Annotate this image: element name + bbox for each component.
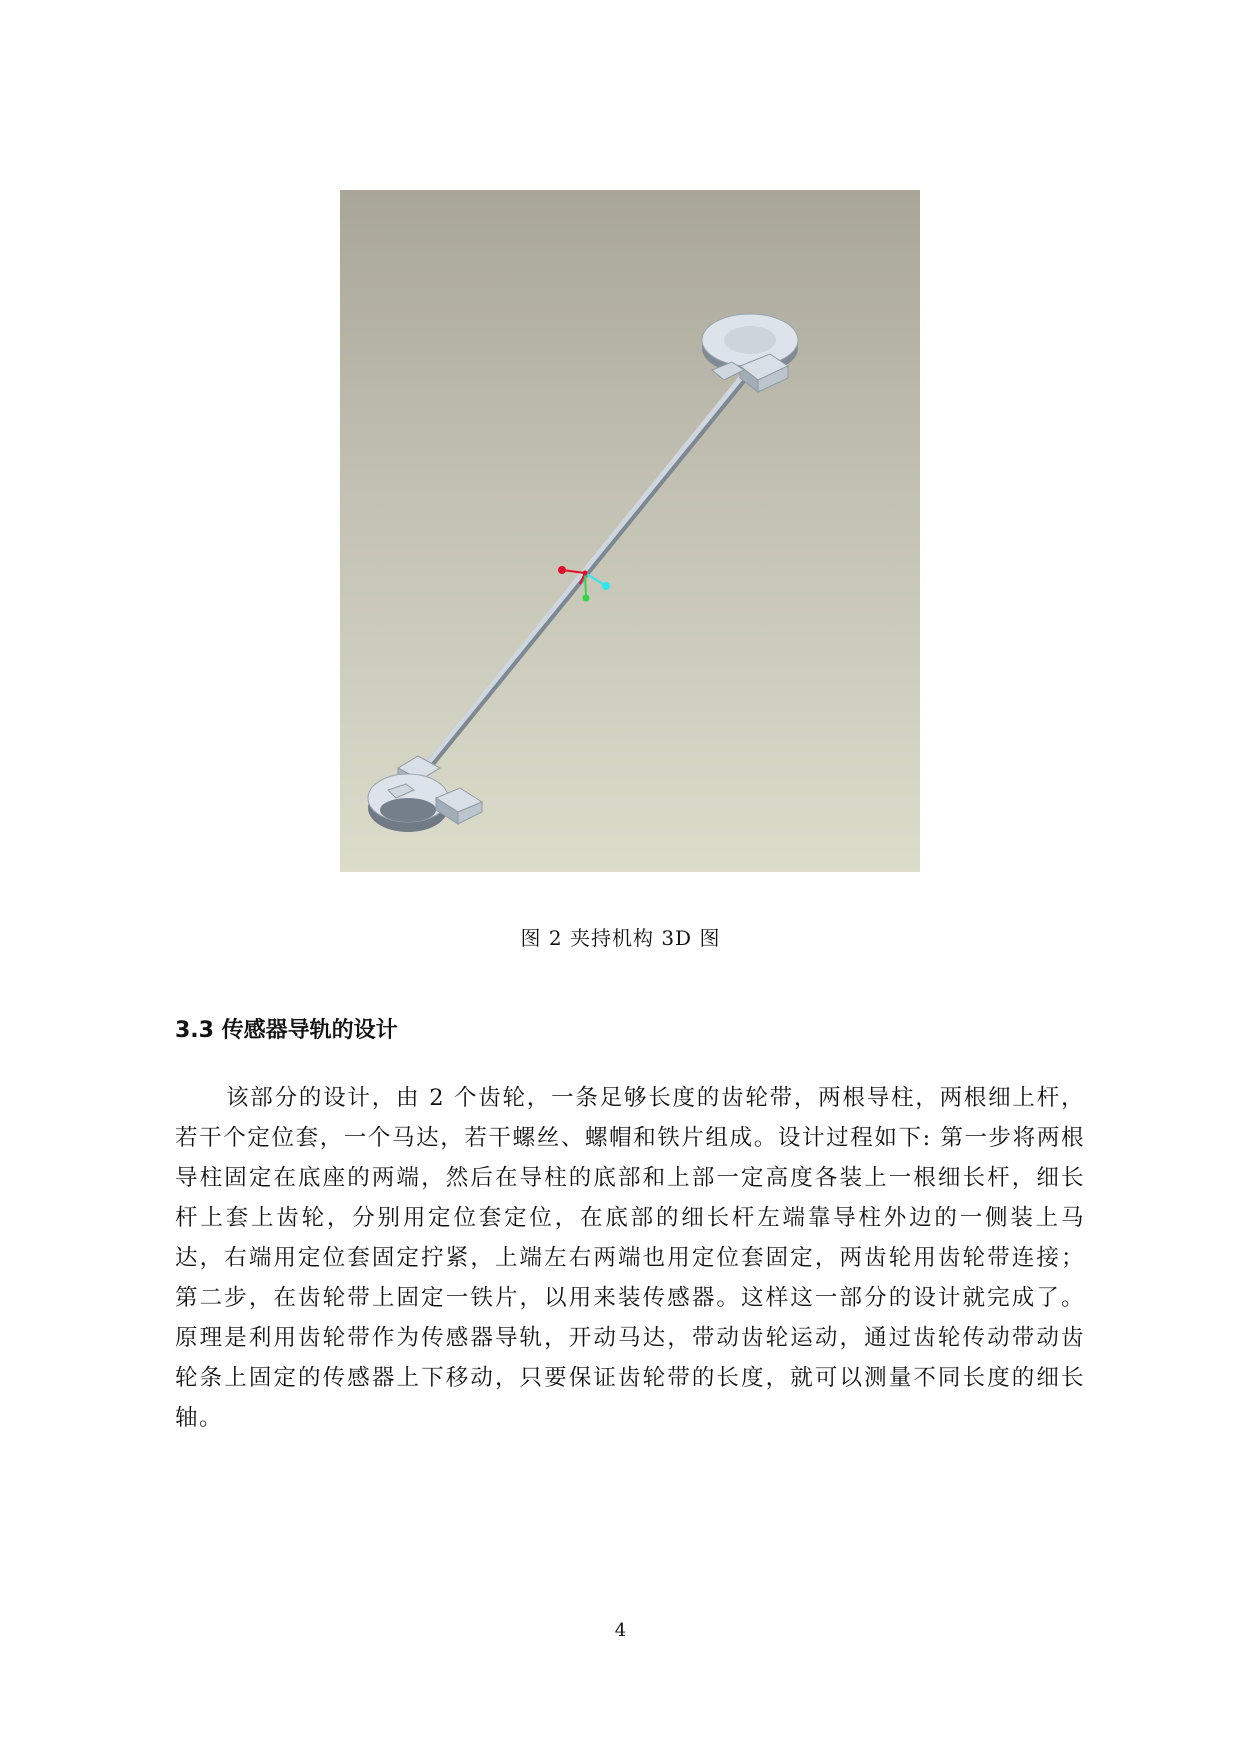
section-heading: 3.3 传感器导轨的设计	[175, 1018, 398, 1043]
figure-3d-viewport	[340, 190, 920, 872]
page-number: 4	[614, 1620, 627, 1641]
gear-assembly-top-icon	[702, 314, 798, 392]
body-paragraph: 该部分的设计，由 2 个齿轮，一条足够长度的齿轮带，两根导柱，两根细上杆，若干个定位套，一个马达，若干螺丝、螺帽和铁片组成。设计过程如下: 第一步将两根导柱固定在底座的两端，然后在导柱的底部和上部一定高度各装上一根细长杆，细长杆上套上齿轮，分别用定位套定位，在底部的细长杆左端靠导柱外边的一侧装上马达，右端用定位套固定拧紧，上端左右两端也用定位套固定，两齿轮用齿轮带连接；第二步，在齿轮带上固定一铁片，以用来装传感器。这样这一部分的设计就完成了。原理是利用齿轮带作为传感器导轨，开动马达，带动齿轮运动，通过齿轮传动带动齿轮条上固定的传感器上下移动，只要保证齿轮带的长度，就可以测量不同长度的细长轴。	[175, 1085, 1085, 1431]
figure-caption: 图 2 夹持机构 3D 图	[520, 926, 721, 950]
guide-rod	[416, 358, 758, 780]
clamping-mechanism-3d-render	[340, 190, 920, 872]
gear-assembly-bottom-icon	[368, 756, 482, 832]
